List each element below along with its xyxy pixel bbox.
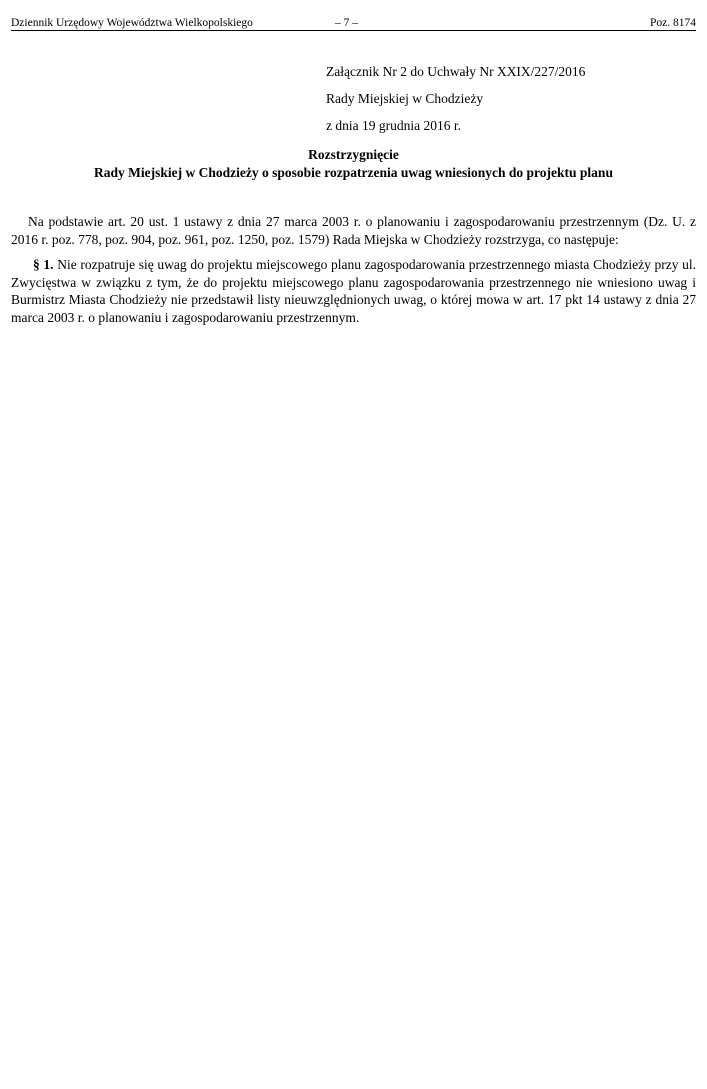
attachment-line-1: Załącznik Nr 2 do Uchwały Nr XXIX/227/2016: [326, 64, 586, 79]
intro-paragraph: Na podstawie art. 20 ust. 1 ustawy z dnia 27 marca 2003 r. o planowaniu i zagospodarowaniu przestrzennym (Dz. U. z 2016 r. poz. 778, poz. 904, poz. 961, poz. 1250, poz. 1579) Rada Miejska w Chodzieży rozstrzyga, co następuje:: [11, 214, 696, 247]
running-header: [11, 12, 696, 31]
resolution-title-line-2: Rady Miejskiej w Chodzieży o sposobie rozpatrzenia uwag wniesionych do projektu planu: [94, 165, 613, 180]
attachment-block: [326, 58, 585, 139]
attachment-line-3: z dnia 19 grudnia 2016 r.: [326, 118, 461, 133]
attachment-line-2: Rady Miejskiej w Chodzieży: [326, 91, 484, 106]
position-number: Poz. 8174: [650, 17, 696, 29]
section-1-text: Nie rozpatruje się uwag do projektu miejscowego planu zagospodarowania przestrzennego miasta Chodzieży przy ul. Zwycięstwa w związku z tym, że do projektu miejscowego planu zagospodarowania przestrzennego nie wniesiono uwag i Burmistrz Miasta Chodzieży nie przedstawił listy nieuwzględnionych uwag, o której mowa w art. 17 pkt 14 ustawy z dnia 27 marca 2003 r. o planowaniu i zagospodarowaniu przestrzennym.: [11, 257, 697, 325]
section-1-paragraph: [11, 256, 696, 326]
page-number: – 7 –: [335, 17, 358, 29]
journal-title: Dziennik Urzędowy Województwa Wielkopolskiego: [11, 17, 253, 29]
resolution-title: [11, 146, 696, 182]
body-text: [11, 213, 696, 327]
resolution-title-line-1: Rozstrzygnięcie: [308, 147, 399, 162]
section-mark: § 1.: [33, 257, 54, 273]
